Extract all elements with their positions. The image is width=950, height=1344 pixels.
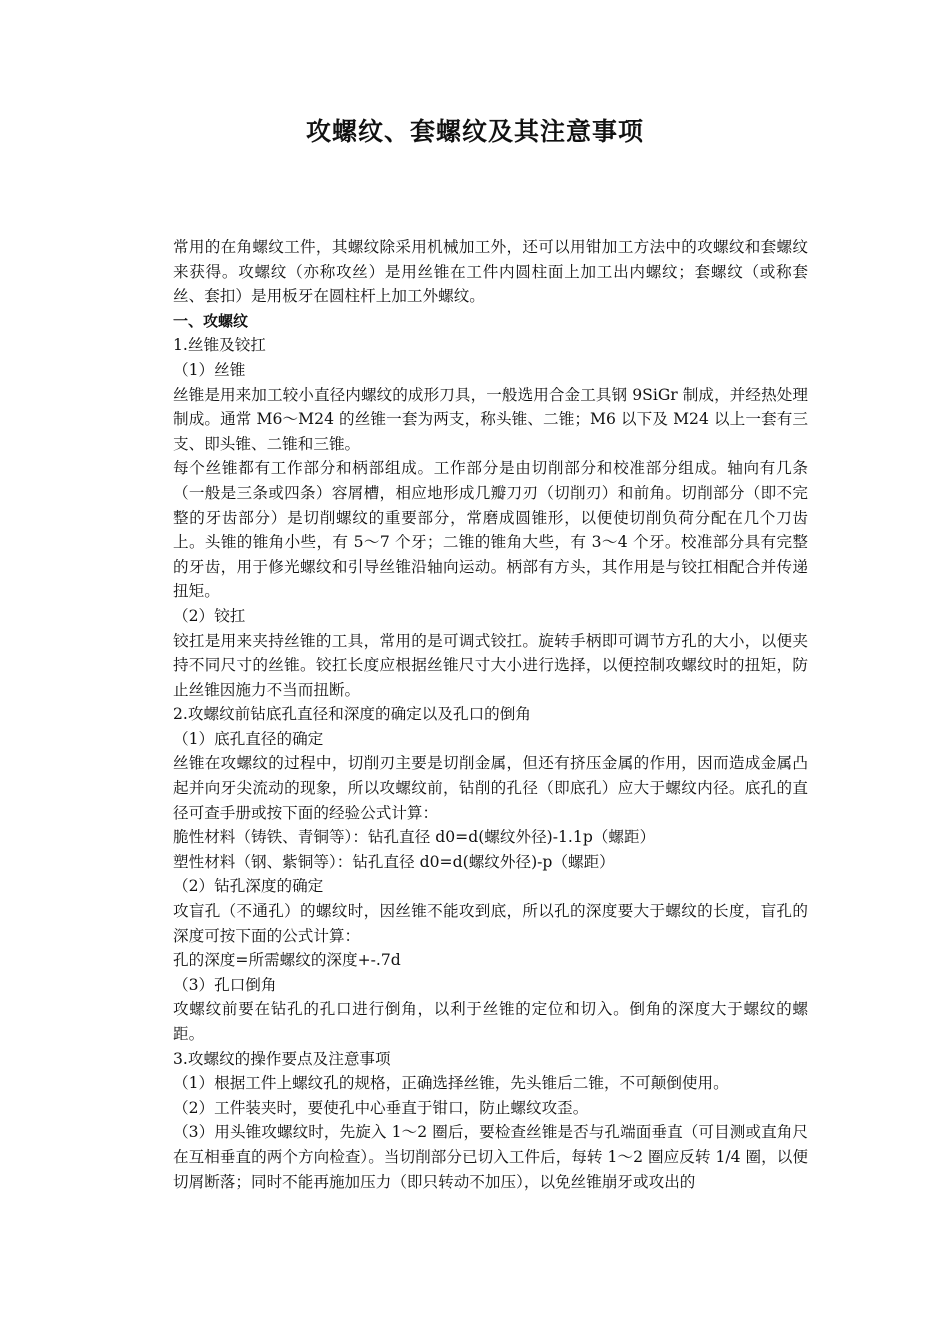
document-title: 攻螺纹、套螺纹及其注意事项: [305, 117, 644, 146]
paragraph: 攻盲孔（不通孔）的螺纹时，因丝锥不能攻到底，所以孔的深度要大于螺纹的长度，盲孔的深度可按下面的公式计算：: [173, 902, 808, 945]
paragraph: （3）用头锥攻螺纹时，先旋入 1～2 圈后，要检查丝锥是否与孔端面垂直（可目测或直角尺在互相垂直的两个方向检查）。当切削部分已切入工件后，每转 1～2 圈应反转 1/4 圈，以便切屑断落；同时不能再施加压力（即只转动不加压），以免丝锥崩牙或攻出的: [173, 1123, 808, 1191]
paragraph: 丝锥在攻螺纹的过程中，切削刃主要是切削金属，但还有挤压金属的作用，因而造成金属凸起并向牙尖流动的现象，所以攻螺纹前，钻削的孔径（即底孔）应大于螺纹内径。底孔的直径可查手册或按下面的经验公式计算：: [173, 754, 808, 822]
paragraph: 攻螺纹前要在钻孔的孔口进行倒角，以利于丝锥的定位和切入。倒角的深度大于螺纹的螺距。: [173, 1000, 808, 1043]
paragraph: （1）根据工件上螺纹孔的规格，正确选择丝锥，先头锥后二锥，不可颠倒使用。: [173, 1074, 729, 1093]
paragraph: （2）钻孔深度的确定: [173, 877, 324, 896]
document-body: [173, 235, 808, 1194]
paragraph: （2）铰扛: [173, 606, 246, 625]
paragraph: 孔的深度=所需螺纹的深度+-.7d: [173, 951, 401, 970]
paragraph: 1.丝锥及铰扛: [173, 336, 266, 355]
paragraph: （3）孔口倒角: [173, 975, 277, 994]
paragraph: 常用的在角螺纹工件，其螺纹除采用机械加工外，还可以用钳加工方法中的攻螺纹和套螺纹来获得。攻螺纹（亦称攻丝）是用丝锥在工件内圆柱面上加工出内螺纹；套螺纹（或称套丝、套扣）是用板牙在圆柱杆上加工外螺纹。: [173, 238, 808, 306]
paragraph: （1）底孔直径的确定: [173, 729, 324, 748]
paragraph: （1）丝锥: [173, 360, 246, 379]
paragraph: 脆性材料（铸铁、青铜等）：钻孔直径 d0=d(螺纹外径)-1.1p（螺距）: [173, 828, 656, 847]
paragraph: 丝锥是用来加工较小直径内螺纹的成形刀具，一般选用合金工具钢 9SiGr 制成，并经热处理制成。通常 M6～M24 的丝锥一套为两支，称头锥、二锥；M6 以下及 M24 以上一套有三支、即头锥、二锥和三锥。: [173, 385, 808, 453]
paragraph: 2.攻螺纹前钻底孔直径和深度的确定以及孔口的倒角: [173, 705, 531, 724]
paragraph: 铰扛是用来夹持丝锥的工具，常用的是可调式铰扛。旋转手柄即可调节方孔的大小，以便夹持不同尺寸的丝锥。铰扛长度应根据丝锥尺寸大小进行选择，以便控制攻螺纹时的扭矩，防止丝锥因施力不当而扭断。: [173, 631, 808, 699]
paragraph: 3.攻螺纹的操作要点及注意事项: [173, 1049, 391, 1068]
paragraph: 每个丝锥都有工作部分和柄部组成。工作部分是由切削部分和校准部分组成。轴向有几条（一般是三条或四条）容屑槽，相应地形成几瓣刀刃（切削刃）和前角。切削部分（即不完整的牙齿部分）是切削螺纹的重要部分，常磨成圆锥形，以便使切削负荷分配在几个刀齿上。头锥的锥角小些，有 5～7 个牙；二锥的锥角大些，有 3～4 个牙。校准部分具有完整的牙齿，用于修光螺纹和引导丝锥沿轴向运动。柄部有方头，其作用是与铰扛相配合并传递扭矩。: [173, 459, 808, 601]
paragraph: 塑性材料（钢、紫铜等）：钻孔直径 d0=d(螺纹外径)-p（螺距）: [173, 852, 615, 871]
section-heading: 一、攻螺纹: [173, 311, 249, 330]
paragraph: （2）工件装夹时，要使孔中心垂直于钳口，防止螺纹攻歪。: [173, 1098, 589, 1117]
